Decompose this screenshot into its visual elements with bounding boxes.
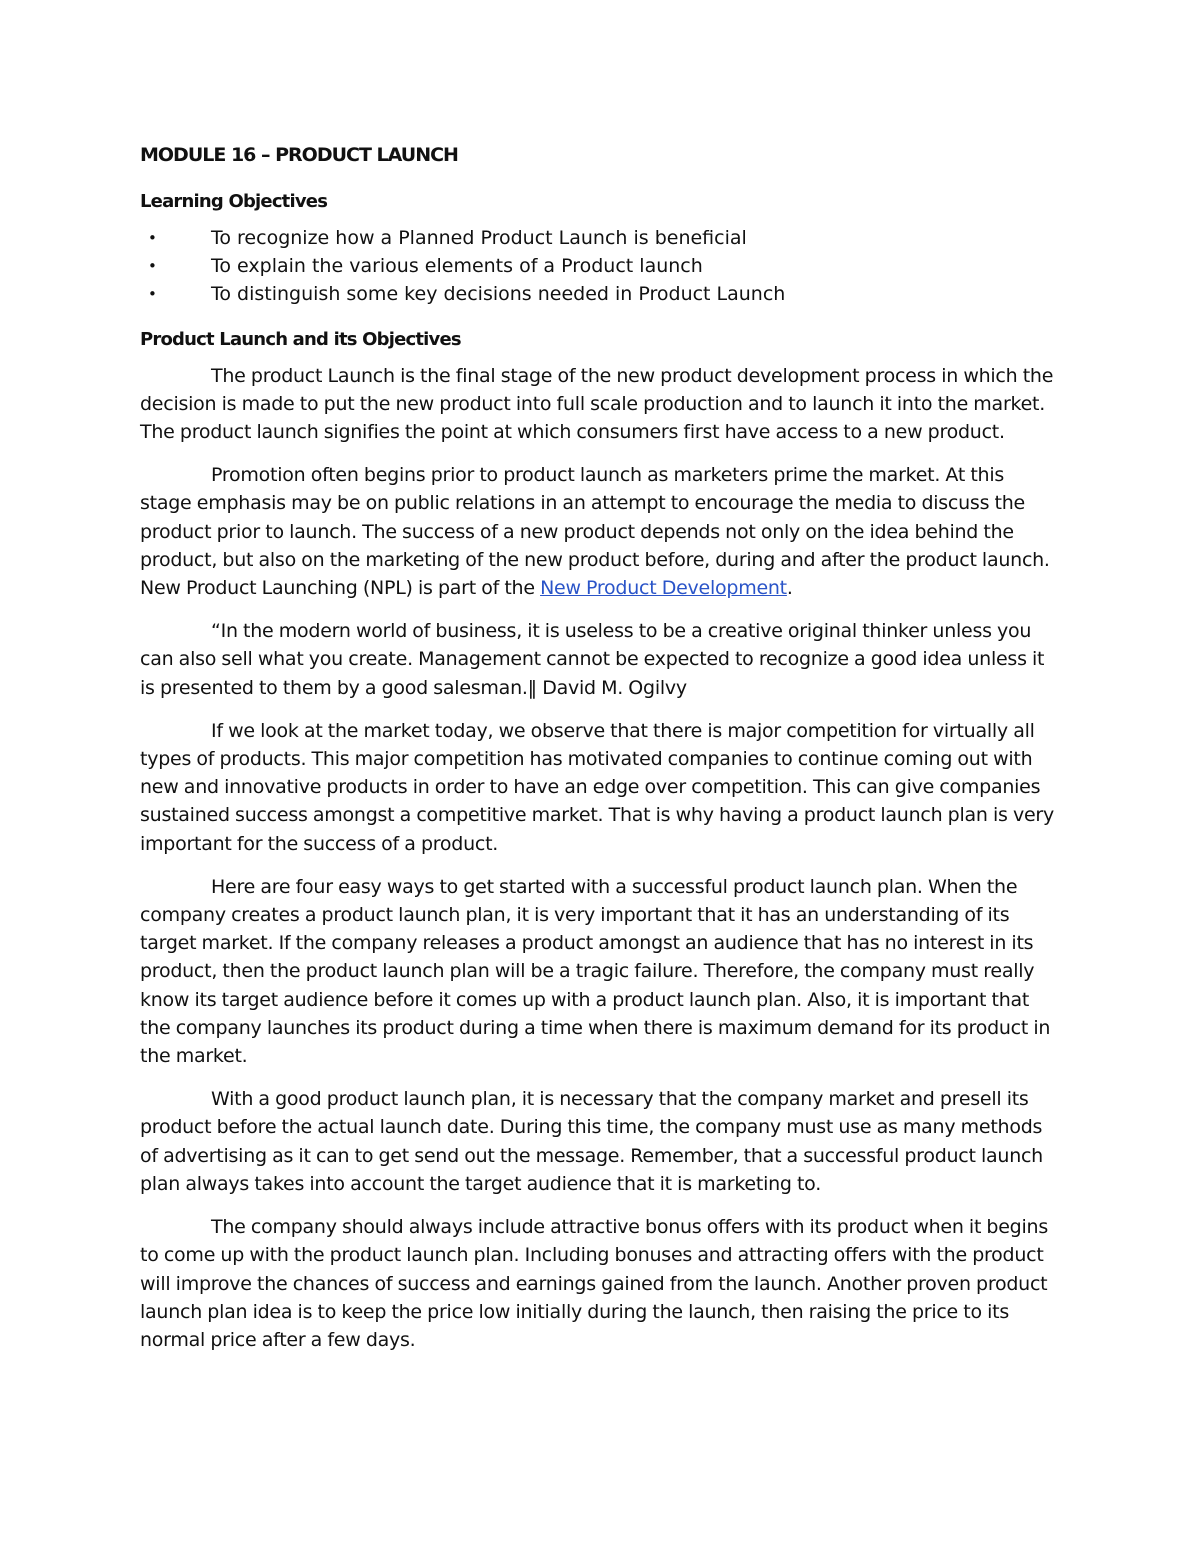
paragraph-promotion-end: . [786,577,793,600]
document-page [140,142,1060,1369]
paragraph-competition: If we look at the market today, we observe that there is major competition for virtually all types of products. This major competition has motivated companies to continue coming out with new and innovative products in order to have an edge over competition. This can give companies sustained success amongst a competitive market. That is why having a product launch plan is very important for the success of a product. [140,719,1054,855]
bullet-icon: • [148,229,157,247]
objective-text: To explain the various elements of a Product launch [211,255,703,278]
bullet-icon: • [148,285,157,304]
paragraph-launch-definition: The product Launch is the final stage of the new product development process in which the decision is made to put the new product into full scale production and to launch it into the market. The product launch signifies the point at which consumers first have access to a new product. [140,364,1054,444]
paragraph-bonus-offers: The company should always include attractive bonus offers with its product when it begins to come up with the product launch plan. Including bonuses and attracting offers with the product will improve the chances of success and earnings gained from the launch. Another proven product launch plan idea is to keep the price low initially during the launch, then raising the price to its normal price after a few days. [140,1216,1048,1351]
objective-item [140,252,1060,280]
section-heading: Product Launch and its Objectives [140,328,461,350]
paragraph-quote: “In the modern world of business, it is useless to be a creative original thinker unless you can also sell what you create. Management cannot be expected to recognize a good idea unless it is presented to them by a good salesman.‖ David M. Ogilvy [140,620,1045,699]
new-product-development-link[interactable]: New Product Development [540,577,787,600]
objective-item [140,224,1060,252]
paragraph-promotion [140,461,1060,602]
objective-text: To recognize how a Planned Product Launch is beneficial [211,227,747,249]
module-title: MODULE 16 – PRODUCT LAUNCH [140,144,458,166]
objectives-list [140,224,1060,309]
paragraph-presell: With a good product launch plan, it is necessary that the company market and presell its product before the actual launch date. During this time, the company must use as many methods of advertising as it can to get send out the message. Remember, that a successful product launch plan always takes into account the target audience that it is marketing to. [140,1088,1043,1195]
paragraph-promotion-text: Promotion often begins prior to product launch as marketers prime the market. At this stage emphasis may be on public relations in an attempt to encourage the media to discuss the product prior to launch. The success of a new product depends not only on the idea behind the product, but also on the marketing of the new product before, during and after the product launch. New Product Launching (NPL) is part of the [140,464,1050,600]
paragraph-four-ways: Here are four easy ways to get started with a successful product launch plan. When the company creates a product launch plan, it is very important that it has an understanding of its target market. If the company releases a product amongst an audience that has no interest in its product, then the product launch plan will be a tragic failure. Therefore, the company must really know its target audience before it comes up with a product launch plan. Also, it is important that the company launches its product during a time when there is maximum demand for its product in the market. [140,875,1051,1068]
learning-objectives-heading: Learning Objectives [140,191,328,212]
objective-item [140,280,1060,308]
objective-text: To distinguish some key decisions needed in Product Launch [211,283,786,306]
bullet-icon: • [148,257,157,276]
